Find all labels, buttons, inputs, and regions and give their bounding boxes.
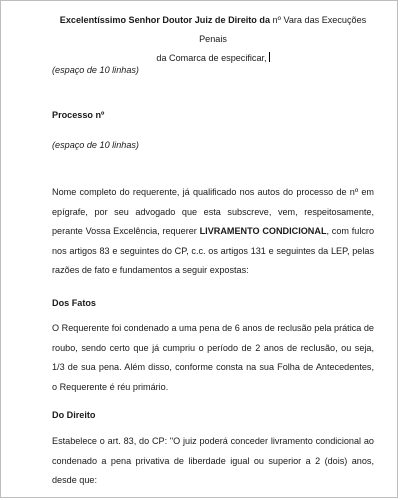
spacing-note-2: (espaço de 10 linhas) xyxy=(52,140,139,150)
processo-label: Processo nº xyxy=(52,110,105,120)
livramento-condicional: LIVRAMENTO CONDICIONAL xyxy=(199,226,327,236)
intro-text-2: , com fulcro nos artigos 83 e seguintes do CP, c.c. os artigos 131 e seguintes da LEP, pelas razões de fato e fundamentos a seguir expostas: xyxy=(52,226,374,275)
header-addressee: Excelentíssimo Senhor Doutor Juiz de Direito da xyxy=(59,15,271,25)
header-comarca: da Comarca de especificar, xyxy=(156,53,267,63)
direito-paragraph: Estabelece o art. 83, do CP: "O juiz poderá conceder livramento condicional ao condenado a pena privativa de liberdade igual ou superior a 2 (dois) anos, desde que: xyxy=(52,436,374,485)
text-cursor xyxy=(269,52,270,62)
section-title-fatos: Dos Fatos xyxy=(52,298,96,308)
intro-paragraph xyxy=(52,183,374,281)
document-content xyxy=(52,11,374,485)
intro-text-1: Nome completo do requerente, já qualificado nos autos do processo de nº em epígrafe, por seu advogado que esta subscreve, vem, respeitosamente, perante Vossa Excelência, requerer xyxy=(52,187,374,236)
spacing-note-1: (espaço de 10 linhas) xyxy=(52,65,139,75)
header-line-1 xyxy=(52,11,374,49)
header-court: nº Vara das Execuções Penais xyxy=(199,15,367,44)
section-title-direito: Do Direito xyxy=(52,410,96,420)
fatos-paragraph: O Requerente foi condenado a uma pena de 6 anos de reclusão pela prática de roubo, sendo certo que já cumpriu o período de 2 anos de reclusão, ou seja, 1/3 de sua pena. Além disso, conforme consta na sua Folha de Antecedentes, o Requerente é réu primário. xyxy=(52,323,374,392)
petition-header xyxy=(52,11,374,68)
